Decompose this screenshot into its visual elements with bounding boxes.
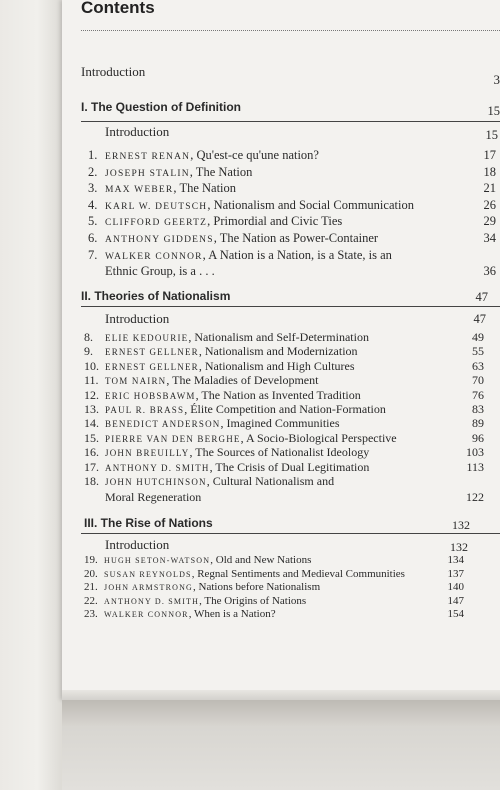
entry-author: ERNEST GELLNER [105, 361, 199, 372]
intro-label: Introduction [81, 64, 146, 79]
entry-number: 21. [84, 581, 98, 594]
entry-work: , Élite Competition and Nation-Formation [184, 402, 386, 416]
entry-work: , The Sources of Nationalist Ideology [189, 445, 370, 460]
entry-work: , The Nation as Invented Tradition [195, 387, 361, 402]
entry-work: , Qu'est-ce qu'une nation? [190, 148, 319, 162]
entry-number: 15. [84, 430, 99, 445]
part-intro-label: Introduction [105, 124, 170, 139]
entry-title [105, 214, 342, 229]
entry-author: JOHN HUTCHINSON [105, 477, 207, 487]
part-title: II. Theories of Nationalism [81, 289, 231, 303]
entry-number: 20. [84, 567, 98, 580]
entry-number: 19. [84, 554, 98, 566]
part-intro-page: 132 [450, 540, 468, 554]
entry-title [105, 373, 318, 388]
part-intro-label: Introduction [105, 311, 170, 326]
entry-author: KARL W. DEUTSCH [105, 201, 208, 212]
entry-page: 154 [447, 608, 464, 621]
entry-title [105, 248, 392, 263]
entry-title [105, 445, 369, 460]
entry-work: , Regnal Sentiments and Medieval Communities [191, 567, 405, 580]
entry-number: 4. [88, 197, 98, 212]
entry-title [105, 416, 340, 431]
entry-author: JOHN BREUILLY [105, 448, 190, 459]
entry-title-continued: Ethnic Group, is a . . . [105, 263, 215, 278]
part-divider [81, 533, 500, 534]
entry-page: 113 [466, 459, 484, 474]
entry-number: 7. [88, 247, 98, 262]
entry-title [104, 568, 405, 580]
entry-work: , Nations before Nationalism [193, 581, 321, 594]
entry-author: WALKER CONNOR [105, 251, 203, 262]
entry-author: ANTHONY D. SMITH [105, 462, 210, 473]
header-dotted-rule [81, 30, 500, 31]
entry-author: HUGH SETON-WATSON [104, 556, 211, 565]
page-gutter [0, 0, 62, 790]
entry-page: 21 [483, 181, 496, 196]
entry-page: 76 [472, 387, 484, 402]
entry-page: 34 [483, 231, 496, 245]
part-title: I. The Question of Definition [81, 100, 241, 114]
entry-page: 140 [447, 581, 464, 594]
entry-author: PIERRE VAN DEN BERGHE [105, 433, 241, 444]
entry-page: 26 [483, 197, 496, 212]
entry-number: 10. [84, 358, 99, 373]
entry-author: JOSEPH STALIN [105, 168, 190, 179]
entry-number: 13. [84, 402, 99, 416]
entry-number: 9. [84, 344, 93, 359]
entry-number: 17. [84, 459, 99, 474]
entry-work: , The Maladies of Development [166, 373, 319, 388]
part-divider [81, 306, 500, 307]
entry-work: , The Nation [189, 164, 253, 179]
entry-author: ANTHONY D. SMITH [104, 596, 200, 606]
entry-work: , Imagined Communities [220, 416, 340, 431]
entry-title [105, 474, 334, 489]
entry-title [105, 198, 414, 213]
page-below [62, 700, 500, 790]
entry-author: ERNEST GELLNER [105, 347, 199, 358]
entry-title [104, 595, 306, 607]
part-intro-page: 15 [485, 128, 498, 142]
entry-number: 5. [88, 214, 98, 229]
entry-work: , The Nation as Power-Container [213, 231, 379, 245]
part-intro-page: 47 [473, 312, 486, 326]
entry-title [105, 431, 397, 446]
part-page: 132 [452, 518, 470, 532]
entry-number: 12. [84, 387, 99, 402]
part-page: 15 [487, 104, 500, 118]
entry-work: , Nationalism and High Cultures [198, 358, 355, 373]
intro-page: 3 [493, 72, 500, 87]
entry-work: , A Socio-Biological Perspective [240, 430, 397, 445]
entry-number: 6. [88, 231, 98, 245]
entry-page: 18 [483, 164, 496, 179]
entry-work: , When is a Nation? [188, 608, 276, 621]
entry-work: , Cultural Nationalism and [206, 474, 335, 488]
entry-page: 70 [472, 373, 484, 388]
entry-page: 96 [472, 430, 484, 445]
entry-work: , Nationalism and Self-Determination [188, 330, 369, 344]
entry-work: , A Nation is a Nation, is a State, is an [202, 247, 392, 262]
part-page: 47 [475, 290, 488, 304]
entry-title [104, 554, 311, 566]
entry-author: MAX WEBER [105, 185, 174, 196]
entry-title [105, 359, 355, 374]
entry-title [104, 608, 276, 620]
entry-author: WALKER CONNOR [104, 610, 189, 620]
entry-page: 122 [466, 490, 484, 504]
entry-work: , Old and New Nations [210, 554, 312, 566]
entry-page: 137 [447, 567, 464, 580]
entry-title [105, 148, 319, 163]
entry-title [104, 581, 320, 593]
entry-title [105, 344, 358, 359]
entry-title [105, 165, 252, 180]
entry-author: BENEDICT ANDERSON [105, 419, 221, 430]
entry-title [105, 460, 369, 475]
entry-number: 2. [88, 164, 98, 179]
entry-title [105, 388, 361, 403]
entry-number: 3. [88, 181, 98, 196]
entry-title [105, 402, 386, 417]
entry-work: , Nationalism and Modernization [198, 344, 358, 359]
entry-author: ERNEST RENAN [105, 152, 191, 162]
part-divider [81, 121, 500, 122]
entry-work: , Primordial and Civic Ties [207, 214, 343, 229]
entry-title [105, 330, 369, 345]
entry-number: 1. [88, 148, 98, 162]
entry-number: 11. [84, 373, 99, 388]
entry-number: 16. [84, 445, 99, 460]
entry-author: ANTHONY GIDDENS [105, 235, 214, 245]
entry-page: 17 [483, 148, 496, 162]
entry-author: CLIFFORD GEERTZ [105, 218, 208, 229]
entry-title [105, 181, 236, 196]
entry-number: 8. [84, 330, 93, 344]
entry-number: 23. [84, 608, 98, 621]
entry-author: JOHN ARMSTRONG [104, 583, 194, 593]
entry-number: 18. [84, 474, 99, 488]
entry-author: SUSAN REYNOLDS [104, 569, 192, 579]
entry-number: 14. [84, 416, 99, 431]
entry-page: 134 [447, 554, 464, 566]
entry-work: , The Crisis of Dual Legitimation [209, 459, 370, 474]
entry-number: 22. [84, 594, 98, 607]
contents-heading: Contents [81, 0, 155, 17]
entry-work: , The Origins of Nations [199, 594, 307, 607]
entry-page: 89 [472, 416, 484, 431]
entry-page: 36 [483, 263, 496, 278]
part-intro-label: Introduction [105, 537, 170, 552]
entry-page: 83 [472, 402, 484, 416]
entry-author: ELIE KEDOURIE [105, 333, 189, 343]
entry-work: , The Nation [173, 181, 237, 196]
entry-page: 49 [472, 330, 484, 344]
entry-author: ERIC HOBSBAWM [105, 390, 196, 401]
entry-page: 147 [447, 594, 464, 607]
entry-work: , Nationalism and Social Communication [207, 197, 414, 212]
entry-author: PAUL R. BRASS [105, 405, 185, 415]
entry-author: TOM NAIRN [105, 376, 167, 387]
part-title: III. The Rise of Nations [84, 516, 213, 530]
entry-title-continued: Moral Regeneration [105, 490, 202, 504]
entry-page: 55 [472, 344, 484, 359]
entry-page: 63 [472, 358, 484, 373]
entry-page: 103 [466, 445, 484, 460]
entry-title [105, 231, 378, 246]
entry-page: 29 [483, 214, 496, 229]
